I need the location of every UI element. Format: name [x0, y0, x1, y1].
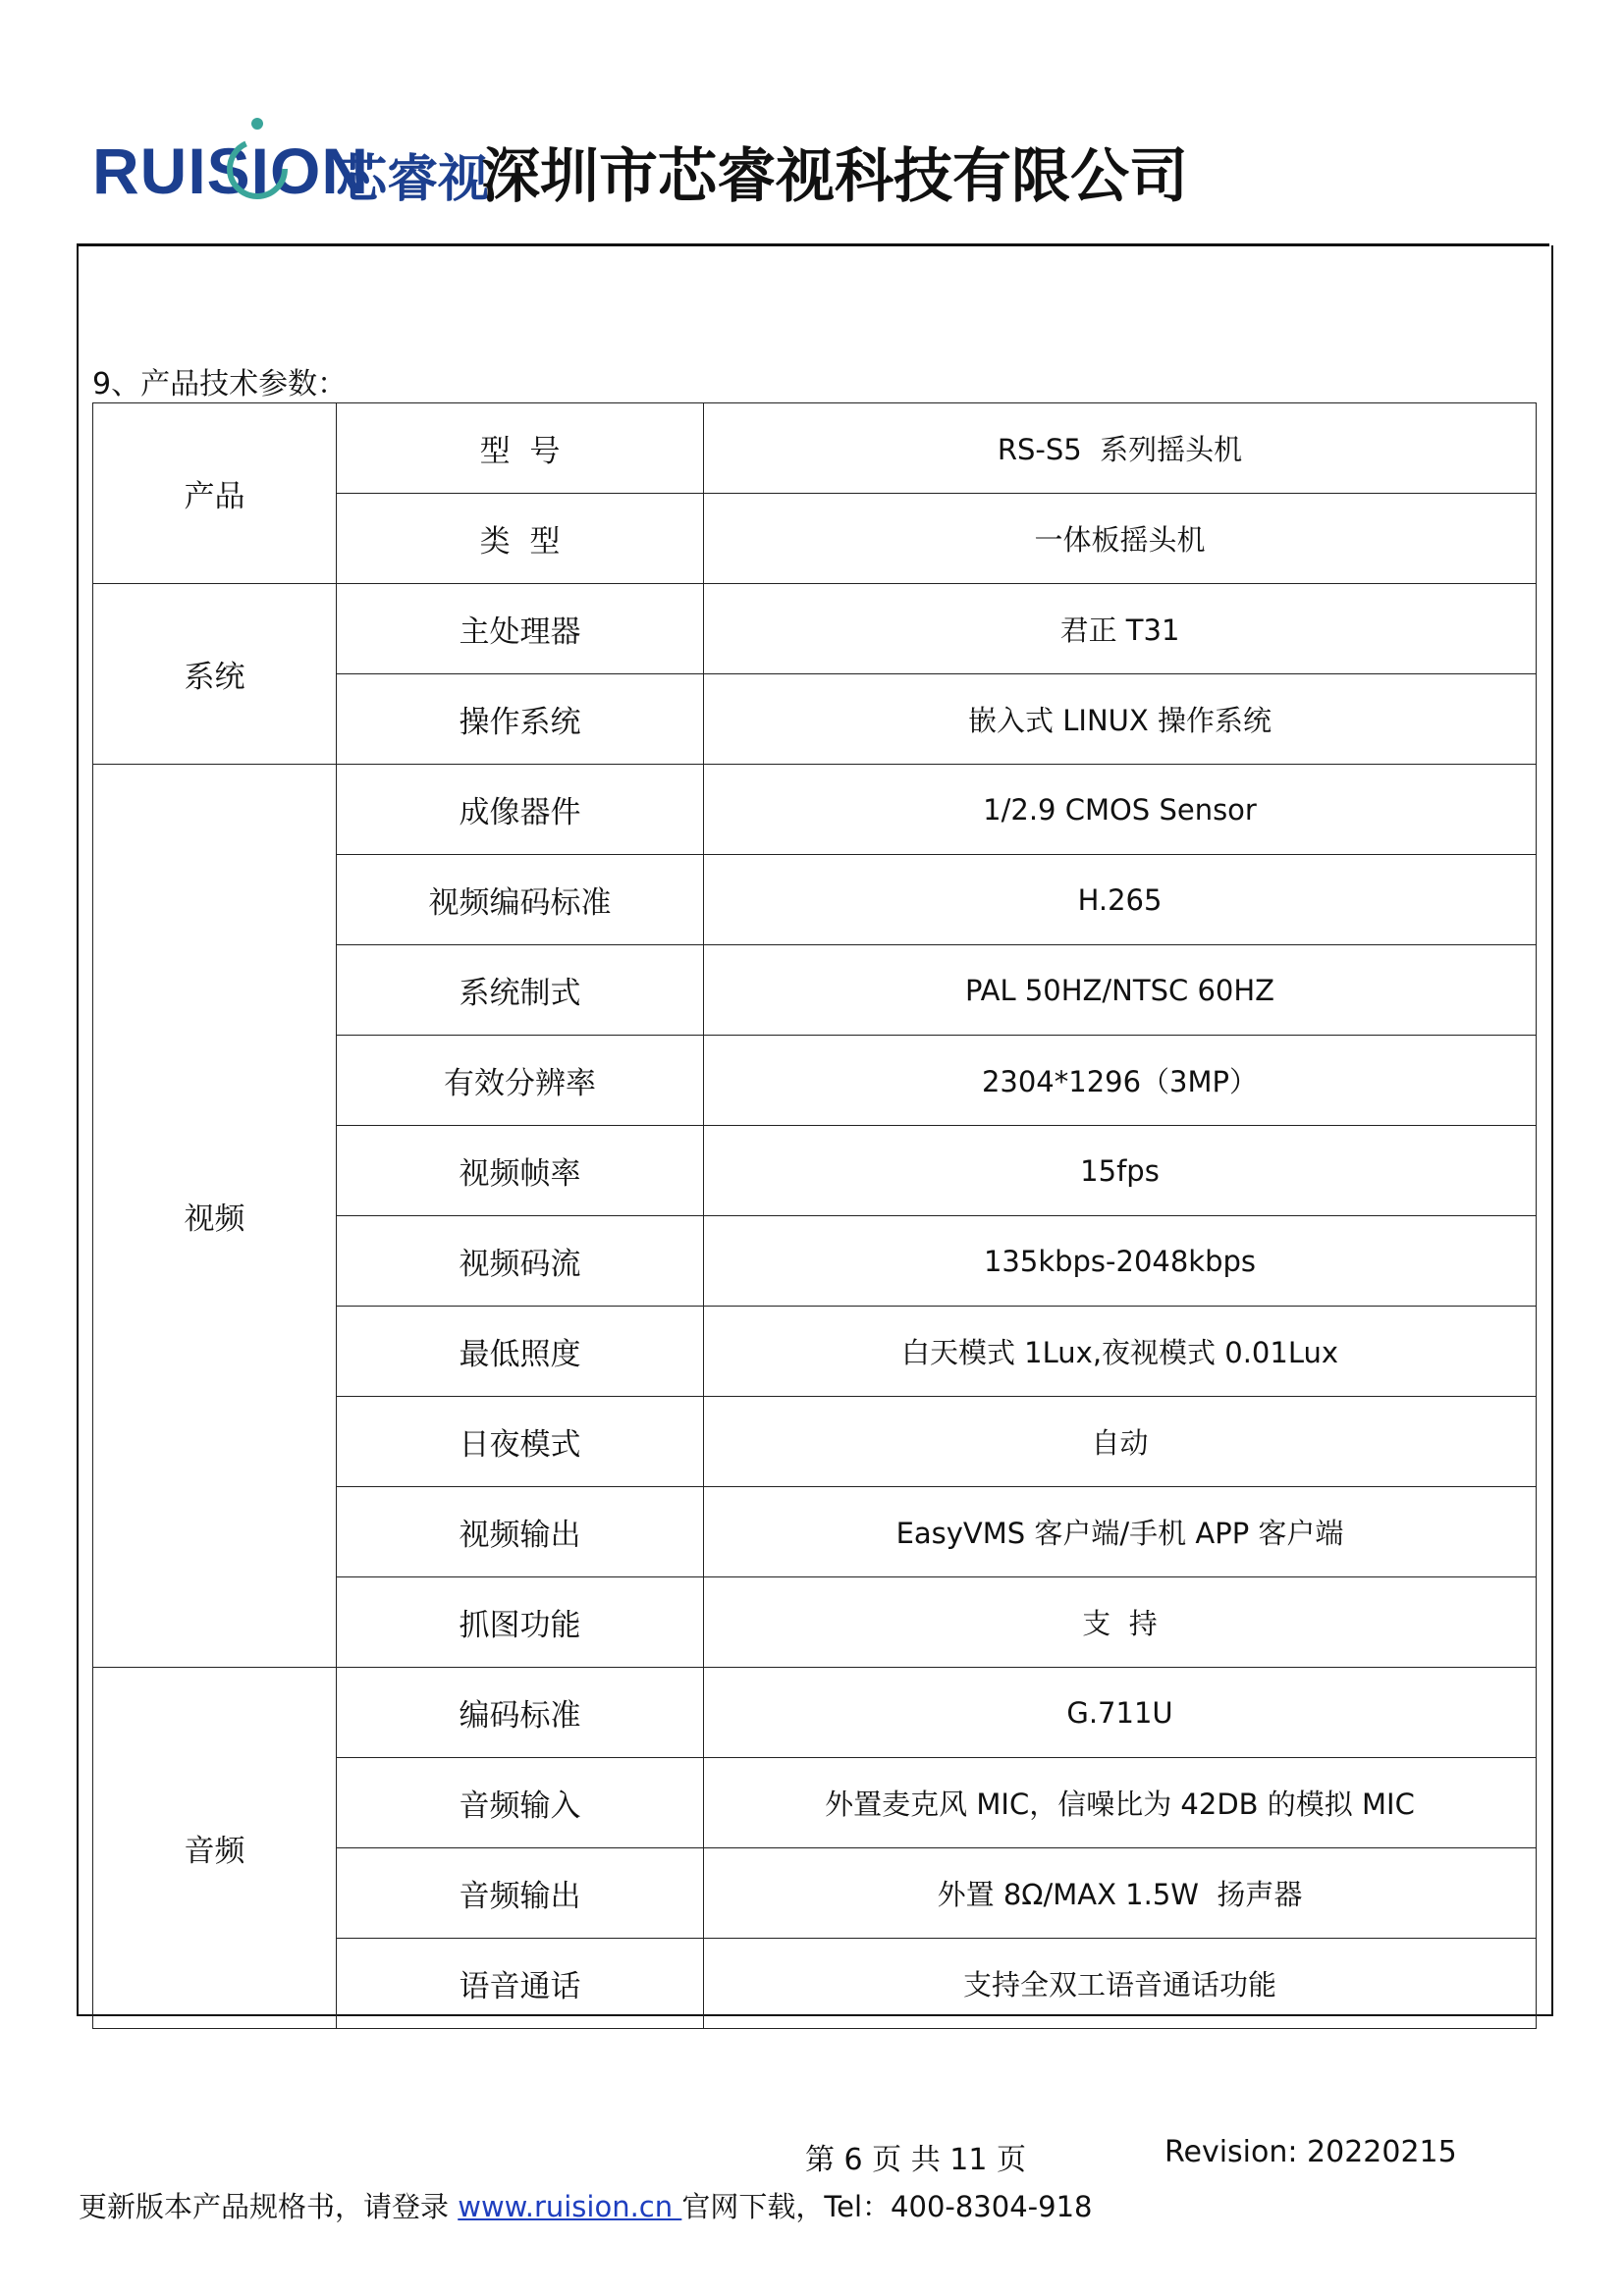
parameter-cell: 系统制式 [337, 945, 704, 1036]
value-cell: 2304*1296（3MP） [704, 1036, 1537, 1126]
logo-chinese-name: 芯睿视 [336, 150, 490, 209]
category-cell: 系统 [93, 584, 337, 765]
category-cell: 视频 [93, 765, 337, 1668]
parameter-cell: 编码标准 [337, 1668, 704, 1758]
value-cell: 支 持 [704, 1577, 1537, 1668]
logo-wordmark: RUISION [92, 134, 370, 207]
parameter-cell: 音频输出 [337, 1848, 704, 1939]
value-cell: 嵌入式 LINUX 操作系统 [704, 674, 1537, 765]
value-cell: 外置 8Ω/MAX 1.5W 扬声器 [704, 1848, 1537, 1939]
parameter-cell: 音频输入 [337, 1758, 704, 1848]
parameter-cell: 语音通话 [337, 1939, 704, 2029]
page-number: 第 6 页 共 11 页 [805, 2143, 1026, 2177]
parameter-cell: 日夜模式 [337, 1397, 704, 1487]
parameter-cell: 视频输出 [337, 1487, 704, 1577]
logo-swirl-icon [210, 110, 298, 228]
value-cell: 1/2.9 CMOS Sensor [704, 765, 1537, 855]
value-cell: PAL 50HZ/NTSC 60HZ [704, 945, 1537, 1036]
value-cell: 自动 [704, 1397, 1537, 1487]
company-name: 深圳市芯睿视科技有限公司 [481, 142, 1188, 211]
revision-label: Revision: 20220215 [1164, 2135, 1457, 2169]
value-cell: 君正 T31 [704, 584, 1537, 674]
value-cell: 白天模式 1Lux,夜视模式 0.01Lux [704, 1307, 1537, 1397]
parameter-cell: 抓图功能 [337, 1577, 704, 1668]
section-title: 9、产品技术参数： [92, 367, 348, 401]
value-cell: H.265 [704, 855, 1537, 945]
footer-note-suffix: 官网下载，Tel：400-8304-918 [681, 2190, 1093, 2223]
parameter-cell: 视频帧率 [337, 1126, 704, 1216]
value-cell: 15fps [704, 1126, 1537, 1216]
value-cell: 135kbps-2048kbps [704, 1216, 1537, 1307]
footer-note-prefix: 更新版本产品规格书，请登录 [79, 2190, 459, 2223]
category-cell: 音频 [93, 1668, 337, 2029]
value-cell: RS-S5 系列摇头机 [704, 403, 1537, 494]
parameter-cell: 有效分辨率 [337, 1036, 704, 1126]
category-cell: 产品 [93, 403, 337, 584]
company-logo [92, 110, 524, 228]
spec-table [92, 402, 1537, 2029]
parameter-cell: 类 型 [337, 494, 704, 584]
parameter-cell: 视频码流 [337, 1216, 704, 1307]
table-row [93, 403, 1537, 494]
parameter-cell: 成像器件 [337, 765, 704, 855]
table-row [93, 765, 1537, 855]
value-cell: 外置麦克风 MIC，信噪比为 42DB 的模拟 MIC [704, 1758, 1537, 1848]
parameter-cell: 主处理器 [337, 584, 704, 674]
parameter-cell: 型 号 [337, 403, 704, 494]
value-cell: G.711U [704, 1668, 1537, 1758]
table-row [93, 584, 1537, 674]
parameter-cell: 最低照度 [337, 1307, 704, 1397]
value-cell: 一体板摇头机 [704, 494, 1537, 584]
parameter-cell: 视频编码标准 [337, 855, 704, 945]
parameter-cell: 操作系统 [337, 674, 704, 765]
footer-note [79, 2185, 1092, 2225]
website-link[interactable]: www.ruision.cn [458, 2190, 682, 2223]
table-row [93, 1668, 1537, 1758]
value-cell: EasyVMS 客户端/手机 APP 客户端 [704, 1487, 1537, 1577]
value-cell: 支持全双工语音通话功能 [704, 1939, 1537, 2029]
